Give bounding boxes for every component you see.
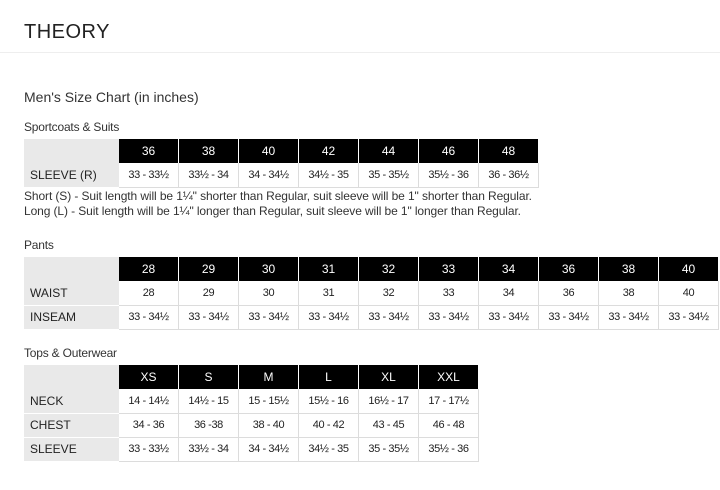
table-cell: 38: [599, 281, 659, 305]
table-cell: 33 - 34½: [359, 305, 419, 329]
section-title-pants: Pants: [24, 238, 54, 252]
table-row: [24, 281, 719, 305]
table-cell: 14½ - 15: [179, 389, 239, 413]
table-cell: 33 - 34½: [239, 305, 299, 329]
table-cell: 35 - 35½: [359, 437, 419, 461]
table-cell: 46 - 48: [419, 413, 479, 437]
size-header: XS: [119, 365, 179, 389]
table-cell: 33 - 34½: [119, 305, 179, 329]
table-corner: [24, 139, 119, 163]
table-cell: 33 - 34½: [599, 305, 659, 329]
table-header-row: [24, 257, 719, 281]
size-header: XL: [359, 365, 419, 389]
table-cell: 40: [659, 281, 719, 305]
table-corner: [24, 257, 119, 281]
size-header: 40: [239, 139, 299, 163]
size-header: 40: [659, 257, 719, 281]
size-header: L: [299, 365, 359, 389]
table-cell: 34: [479, 281, 539, 305]
table-cell: 34½ - 35: [299, 437, 359, 461]
row-label: NECK: [24, 389, 119, 413]
table-cell: 33½ - 34: [179, 437, 239, 461]
row-label: SLEEVE: [24, 437, 119, 461]
size-header: 34: [479, 257, 539, 281]
size-header: 38: [179, 139, 239, 163]
table-cell: 33 - 34½: [539, 305, 599, 329]
table-cell: 34 - 34½: [239, 163, 299, 187]
size-header: 29: [179, 257, 239, 281]
size-header: 36: [539, 257, 599, 281]
table-cell: 35½ - 36: [419, 163, 479, 187]
table-cell: 33 - 34½: [299, 305, 359, 329]
size-header: M: [239, 365, 299, 389]
sportcoats-table: [24, 139, 539, 188]
table-cell: 38 - 40: [239, 413, 299, 437]
size-header: 36: [119, 139, 179, 163]
table-cell: 33 - 34½: [659, 305, 719, 329]
table-cell: 15½ - 16: [299, 389, 359, 413]
table-cell: 17 - 17½: [419, 389, 479, 413]
pants-table: [24, 257, 719, 330]
table-cell: 43 - 45: [359, 413, 419, 437]
size-header: 48: [479, 139, 539, 163]
table-cell: 34½ - 35: [299, 163, 359, 187]
brand-logo[interactable]: THEORY: [24, 21, 110, 43]
table-cell: 30: [239, 281, 299, 305]
table-cell: 34 - 34½: [239, 437, 299, 461]
table-header-row: [24, 365, 479, 389]
section-title-sportcoats: Sportcoats & Suits: [24, 120, 120, 134]
table-cell: 28: [119, 281, 179, 305]
table-row: [24, 163, 539, 187]
table-cell: 36: [539, 281, 599, 305]
table-cell: 35 - 35½: [359, 163, 419, 187]
size-header: XXL: [419, 365, 479, 389]
table-cell: 29: [179, 281, 239, 305]
size-header: 33: [419, 257, 479, 281]
size-header: 44: [359, 139, 419, 163]
row-label: INSEAM: [24, 305, 119, 329]
table-cell: 33 - 33½: [119, 163, 179, 187]
table-cell: 34 - 36: [119, 413, 179, 437]
size-header: 31: [299, 257, 359, 281]
table-cell: 14 - 14½: [119, 389, 179, 413]
size-header: 38: [599, 257, 659, 281]
table-row: [24, 389, 479, 413]
table-cell: 31: [299, 281, 359, 305]
section-title-tops: Tops & Outerwear: [24, 346, 117, 360]
size-header: 32: [359, 257, 419, 281]
table-cell: 36 - 36½: [479, 163, 539, 187]
row-label: CHEST: [24, 413, 119, 437]
table-cell: 35½ - 36: [419, 437, 479, 461]
table-cell: 40 - 42: [299, 413, 359, 437]
table-header-row: [24, 139, 539, 163]
size-header: S: [179, 365, 239, 389]
table-corner: [24, 365, 119, 389]
table-cell: 36 -38: [179, 413, 239, 437]
row-label: WAIST: [24, 281, 119, 305]
table-row: [24, 413, 479, 437]
table-cell: 32: [359, 281, 419, 305]
table-cell: 33 - 33½: [119, 437, 179, 461]
row-label: SLEEVE (R): [24, 163, 119, 187]
table-cell: 33 - 34½: [179, 305, 239, 329]
size-header: 30: [239, 257, 299, 281]
size-header: 42: [299, 139, 359, 163]
brand-header: [0, 0, 720, 53]
table-cell: 16½ - 17: [359, 389, 419, 413]
size-header: 28: [119, 257, 179, 281]
page-title: Men's Size Chart (in inches): [24, 89, 199, 105]
short-note: Short (S) - Suit length will be 1¼" shorter than Regular, suit sleeve will be 1" shorter than Regular.: [24, 189, 532, 203]
size-header: 46: [419, 139, 479, 163]
table-row: [24, 305, 719, 329]
table-cell: 15 - 15½: [239, 389, 299, 413]
tops-table: [24, 365, 479, 462]
table-cell: 33 - 34½: [479, 305, 539, 329]
table-cell: 33 - 34½: [419, 305, 479, 329]
table-row: [24, 437, 479, 461]
long-note: Long (L) - Suit length will be 1¼" longer than Regular, suit sleeve will be 1" longer than Regular.: [24, 204, 521, 218]
table-cell: 33: [419, 281, 479, 305]
table-cell: 33½ - 34: [179, 163, 239, 187]
